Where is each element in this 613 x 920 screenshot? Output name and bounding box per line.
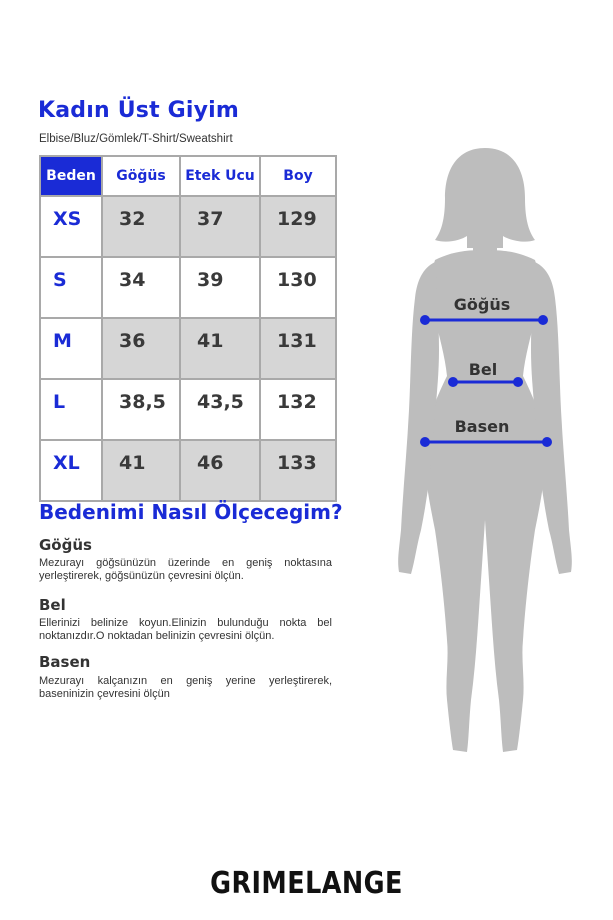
size-cell: S [40,257,102,318]
chest-guide-title: Göğüs [39,536,92,554]
chest-measure-label: Göğüs [453,295,511,314]
table-row [40,196,336,257]
brand-logo: GRIMELANGE [210,866,403,901]
column-header-hem: Etek Ucu [180,156,260,196]
table-row [40,440,336,501]
chest-cell: 34 [102,257,180,318]
length-cell: 133 [260,440,336,501]
measure-guide-title: Bedenimi Nasıl Ölçecegim? [39,500,343,524]
chest-cell: 32 [102,196,180,257]
length-cell: 132 [260,379,336,440]
chest-cell: 36 [102,318,180,379]
size-cell: M [40,318,102,379]
hem-cell: 39 [180,257,260,318]
column-header-chest: Göğüs [102,156,180,196]
body-silhouette [398,148,572,752]
length-cell: 129 [260,196,336,257]
waist-guide-title: Bel [39,596,66,614]
chest-cell: 41 [102,440,180,501]
column-header-size: Beden [40,156,102,196]
column-header-length: Boy [260,156,336,196]
size-cell: XL [40,440,102,501]
length-cell: 130 [260,257,336,318]
table-row [40,257,336,318]
chest-cell: 38,5 [102,379,180,440]
hem-cell: 43,5 [180,379,260,440]
size-table [39,155,337,502]
hem-cell: 37 [180,196,260,257]
hips-guide-text: Mezurayı kalçanızın en geniş yerine yerleştirerek, baseninizin çevresini ölçün [39,675,332,700]
hips-measure-label: Basen [454,417,510,436]
table-row [40,379,336,440]
hips-guide-title: Basen [39,653,91,671]
hem-cell: 41 [180,318,260,379]
length-cell: 131 [260,318,336,379]
waist-measure-label: Bel [468,360,498,379]
size-table-header [40,156,336,196]
body-silhouette-figure [385,140,605,770]
chest-guide-text: Mezurayı göğsünüzün üzerinde en geniş noktasına yerleştirerek, göğsünüzün çevresini ölçün. [39,557,332,582]
size-cell: XS [40,196,102,257]
table-row [40,318,336,379]
size-cell: L [40,379,102,440]
waist-guide-text: Ellerinizi belinize koyun.Elinizin bulunduğu nokta bel noktanızdır.O noktadan belinizin çevresini ölçün. [39,617,332,642]
page-title: Kadın Üst Giyim [38,98,240,123]
hem-cell: 46 [180,440,260,501]
page-subtitle: Elbise/Bluz/Gömlek/T-Shirt/Sweatshirt [39,133,233,145]
